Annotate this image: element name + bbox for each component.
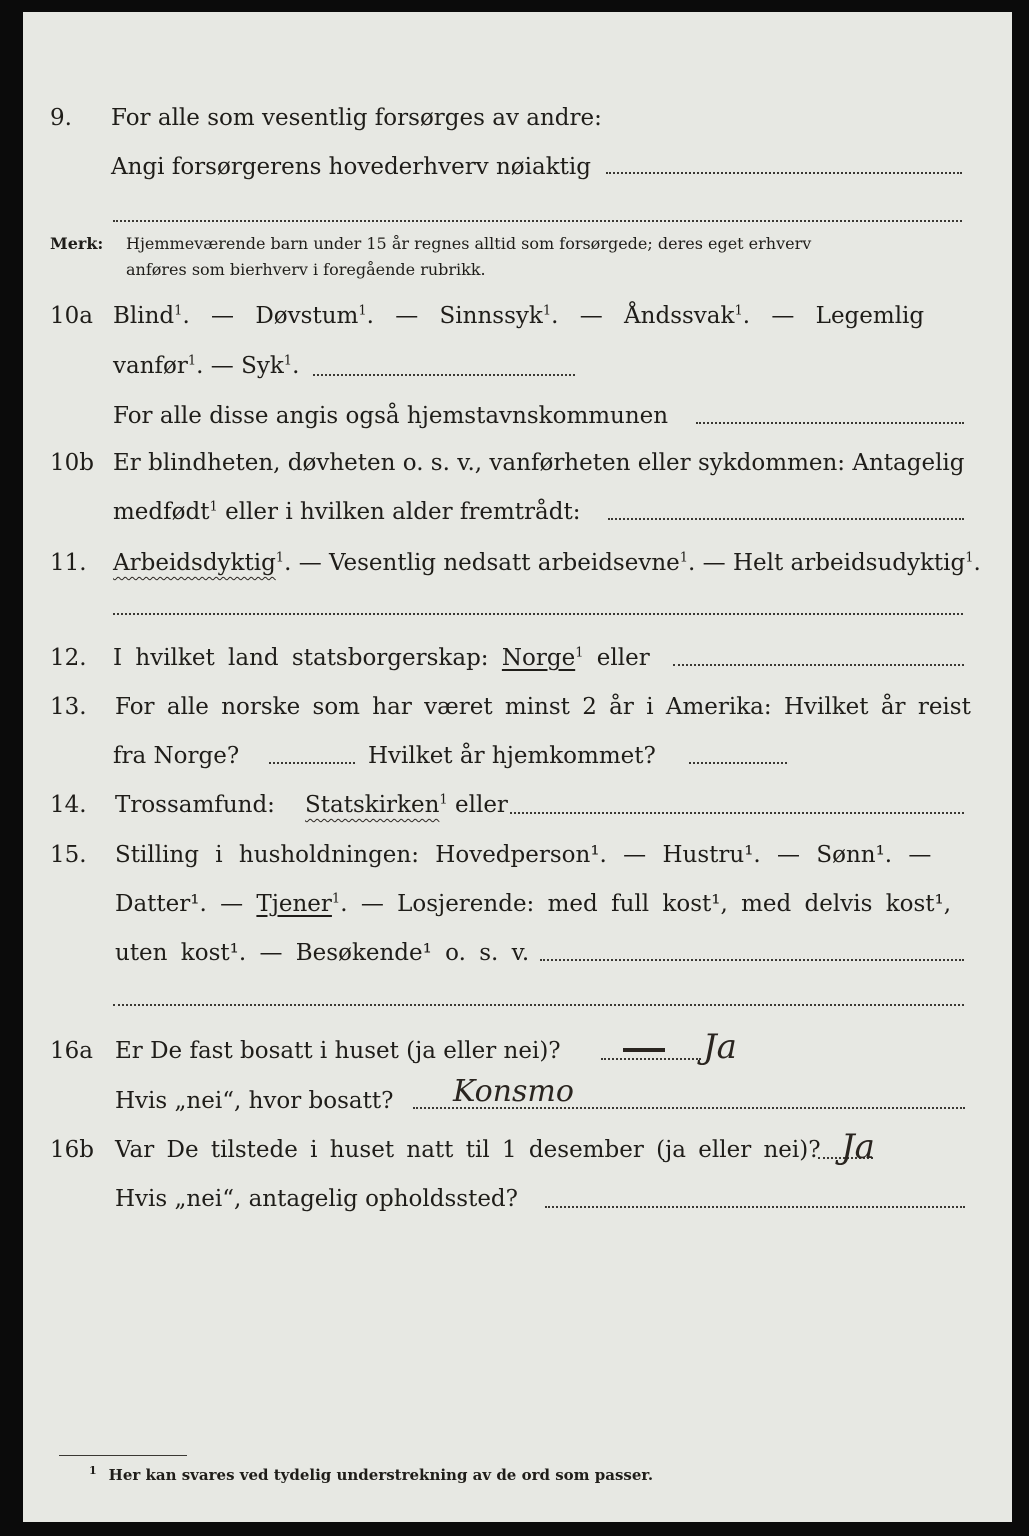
merk-note [50, 232, 103, 256]
q10a-hjemstavn-text: For alle disse angis også hjemstavnskommunen [113, 403, 669, 429]
q15-number: 15. [50, 842, 87, 868]
q12-norge-underlined[interactable]: Norge [501, 645, 576, 671]
q14-answer-line[interactable] [510, 812, 964, 814]
q9-answer-line2[interactable] [113, 220, 962, 222]
q10a-options2: vanfør$^1$. — Syk$^1$. [113, 353, 300, 379]
q10b-answer-line[interactable] [608, 518, 964, 520]
q16b-text: Var De tilstede i huset natt til 1 desember (ja eller nei)? [115, 1137, 821, 1163]
merk-label: Merk: [50, 234, 104, 253]
q14-trossamfund: Trossamfund: [115, 792, 275, 818]
q12-answer-line[interactable] [673, 664, 964, 666]
q16b-opholdssted-line[interactable] [545, 1206, 965, 1208]
q14-number: 14. [50, 792, 87, 818]
q13-hjemkommet: Hvilket år hjemkommet? [368, 743, 656, 769]
q16a-strikethrough-mark [623, 1048, 665, 1052]
q13-hjemkommet-line[interactable] [689, 762, 787, 764]
q10a-answer-line[interactable] [313, 374, 575, 376]
q15-tjener-underlined[interactable]: Tjener [256, 891, 332, 917]
q15-answer-line[interactable] [540, 959, 964, 961]
q9-answer-line[interactable] [606, 172, 962, 174]
footnote-rule [59, 1455, 187, 1456]
q12-text: I hvilket land statsborgerskap: Norge$^1$ eller [113, 645, 650, 671]
q10a-hjemstavn-line[interactable] [696, 422, 964, 424]
q10a-options: Blind$^1$. — Døvstum$^1$. — Sinnssyk$^1$. — Åndssvak$^1$. — Legemlig [113, 303, 925, 329]
footnote [89, 1464, 653, 1484]
q10b-number: 10b [50, 450, 94, 476]
q16a-handwritten-ja: Ja [703, 1027, 737, 1067]
merk-line2: anføres som bierhverv i foregående rubrikk. [126, 260, 486, 279]
q16a-handwritten-konsmo: Konsmo [453, 1074, 574, 1109]
q15-text1: Stilling i husholdningen: Hovedperson¹. — Hustru¹. — Sønn¹. — [115, 842, 932, 868]
q16b-handwritten-ja: Ja [841, 1127, 875, 1167]
q10b-text: Er blindheten, døvheten o. s. v., vanførheten eller sykdommen: Antagelig [113, 450, 965, 476]
q16a-text2: Hvis „nei“, hvor bosatt? [115, 1088, 394, 1114]
q9-text2: Angi forsørgerens hovederhverv nøiaktig [111, 154, 591, 180]
q13-fra-norge: fra Norge? [113, 743, 240, 769]
q16a-number: 16a [50, 1038, 93, 1064]
q13-number: 13. [50, 694, 87, 720]
q16a-answer-line[interactable] [601, 1058, 701, 1060]
q15-answer-line2[interactable] [113, 1004, 964, 1006]
q14-options: Statskirken$^1$ eller [305, 792, 508, 818]
q11-number: 11. [50, 550, 87, 576]
q16b-number: 16b [50, 1137, 94, 1163]
q15-text2: Datter¹. — Tjener$^1$. — Losjerende: med full kost¹, med delvis kost¹, [115, 891, 952, 917]
census-form-page [23, 12, 1012, 1522]
footnote-mark: 1 [89, 1464, 97, 1477]
q9-number: 9. [50, 105, 72, 131]
footnote-text: Her kan svares ved tydelig understrekning av de ord som passer. [108, 1466, 654, 1484]
q11-options: Arbeidsdyktig$^1$. — Vesentlig nedsatt arbeidsevne$^1$. — Helt arbeidsudyktig$^1$. [113, 550, 981, 576]
q12-number: 12. [50, 645, 87, 671]
q14-statskirken-underlined[interactable]: Statskirken [305, 792, 440, 818]
q15-text3: uten kost¹. — Besøkende¹ o. s. v. [115, 940, 530, 966]
q13-text: For alle norske som har været minst 2 år i Amerika: Hvilket år reist [115, 694, 971, 720]
q10a-number: 10a [50, 303, 93, 329]
q11-arbeidsdyktig-underlined[interactable]: Arbeidsdyktig [113, 550, 276, 576]
q10b-text2: medfødt$^1$ eller i hvilken alder fremtrådt: [113, 499, 581, 525]
q11-answer-line[interactable] [113, 613, 963, 615]
q16a-text: Er De fast bosatt i huset (ja eller nei)? [115, 1038, 561, 1064]
merk-line1: Hjemmeværende barn under 15 år regnes alltid som forsørgede; deres eget erhverv [126, 234, 812, 253]
q16b-text2: Hvis „nei“, antagelig opholdssted? [115, 1186, 518, 1212]
q13-reist-line[interactable] [269, 762, 355, 764]
q9-text: For alle som vesentlig forsørges av andre: [111, 105, 602, 131]
